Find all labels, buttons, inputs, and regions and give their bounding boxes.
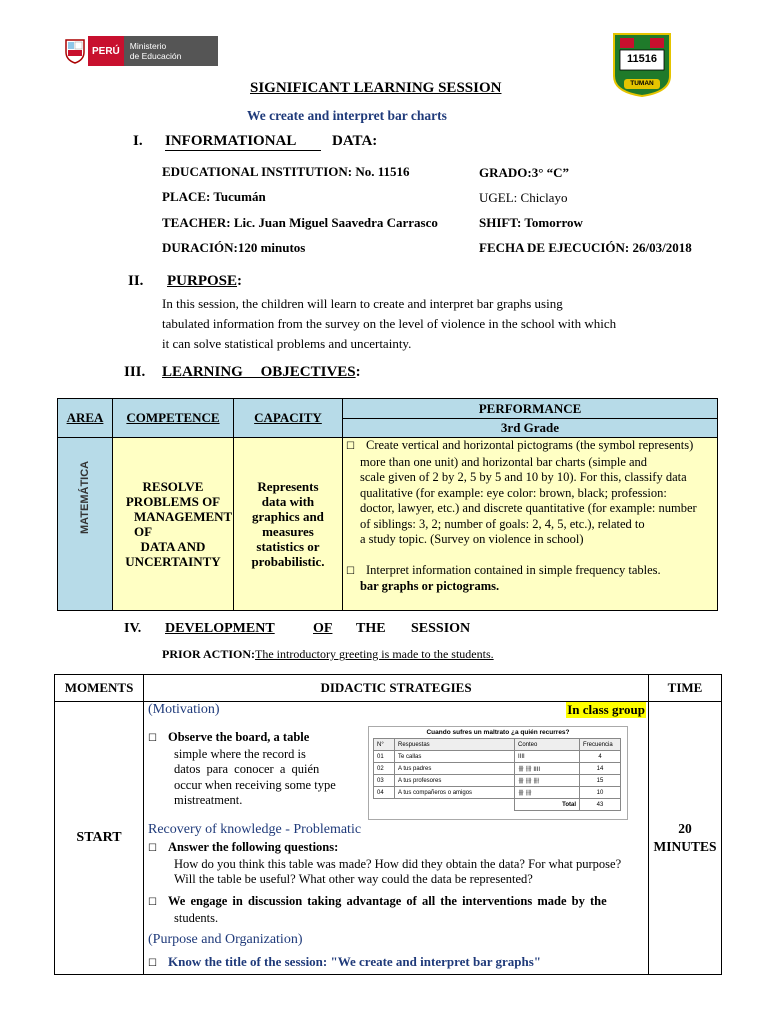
- bullet-icon: ☐: [148, 897, 157, 908]
- header-performance: PERFORMANCE: [342, 399, 717, 419]
- area-label: MATEMÁTICA: [79, 460, 91, 534]
- survey-row: 04 A tus compañeros o amigos 卌 卌 10: [374, 787, 621, 799]
- duration-field: DURACIÓN:120 minutos: [162, 240, 306, 255]
- strategies-cell: [144, 702, 649, 975]
- moment-start: START: [55, 702, 144, 975]
- page-title: SIGNIFICANT LEARNING SESSION: [250, 80, 502, 96]
- area-cell: [58, 438, 113, 611]
- section-4-numeral: IV.: [124, 621, 142, 636]
- survey-row: 03 A tus profesores 卌 卌 卌 15: [374, 775, 621, 787]
- institution-field: EDUCATIONAL INSTITUTION: No. 11516: [162, 164, 410, 179]
- answer-block: ☐ Answer the following questions: How do you think this table was made? How did they obtain the data? For what purpose? Will the table be useful? What other way could the data be represented?: [148, 840, 622, 886]
- date-field: FECHA DE EJECUCIÓN: 26/03/2018: [479, 240, 692, 255]
- ministry-logo: [62, 36, 218, 66]
- know-title-item: ☐ Know the title of the session: "We create and interpret bar graphs": [148, 954, 541, 969]
- page-subtitle: We create and interpret bar charts: [247, 108, 447, 123]
- school-crest-icon: [612, 32, 672, 98]
- survey-col-header: Conteo: [515, 739, 580, 751]
- header-area: AREA: [58, 399, 113, 438]
- teacher-field: TEACHER: Lic. Juan Miguel Saavedra Carrasco: [162, 215, 438, 230]
- bullet-icon: ☐: [148, 733, 157, 744]
- motivation-label: (Motivation): [148, 702, 220, 717]
- survey-col-header: Frecuencia: [580, 739, 621, 751]
- section-4-heading-3: THE: [356, 621, 386, 636]
- header-moments: MOMENTS: [55, 675, 144, 702]
- recovery-label: Recovery of knowledge - Problematic: [148, 822, 362, 837]
- time-cell: 20 MINUTES: [649, 702, 722, 975]
- section-1-heading-b: DATA:: [332, 133, 378, 149]
- bullet-icon: ☐: [148, 843, 157, 854]
- survey-table-title: Cuando sufres un maltrato ¿a quién recurres?: [426, 729, 570, 736]
- purpose-organization-label: (Purpose and Organization): [148, 932, 303, 947]
- survey-total-row: Total 43: [374, 799, 621, 811]
- learning-objectives-table: [57, 398, 718, 611]
- survey-row: 02 A tus padres 卌 卌 IIII 14: [374, 763, 621, 775]
- section-4-heading-4: SESSION: [411, 621, 471, 636]
- survey-table-image: [368, 726, 628, 820]
- place-field: PLACE: Tucumán: [162, 189, 266, 204]
- section-4-heading-1: DEVELOPMENT: [165, 621, 275, 636]
- section-1-numeral: I.: [133, 133, 143, 149]
- grade-field: GRADO:3° “C”: [479, 165, 570, 180]
- observe-block: ☐ Observe the board, a table simple where the record is datos para conocer a quién occur when receiving some type mistreatment.: [148, 730, 336, 807]
- header-grade: 3rd Grade: [342, 419, 717, 438]
- peru-shield-icon: [62, 36, 88, 66]
- bullet-icon: ☐: [345, 565, 355, 577]
- school-city: TUMAN: [630, 80, 654, 87]
- ministry-name: Ministerio de Educación: [124, 36, 218, 66]
- peru-tag: PERÚ: [88, 36, 124, 66]
- purpose-text: In this session, the children will learn to create and interpret bar graphs using tabulated information from the survey on the level of violence in the school with which it can solve statistical problems and uncertainty.: [162, 296, 617, 351]
- survey-table: [373, 738, 621, 811]
- competence-cell: RESOLVE PROBLEMS OF MANAGEMENT OF DATA AND UNCERTAINTY: [113, 438, 234, 611]
- performance-cell: ☐ Create vertical and horizontal pictograms (the symbol represents) more than one unit) and horizontal bar charts (simple and scale given of 2 by 2, 5 by 5 and 10 by 10). For this, classify data qualitative (for example: eye color: brown, black; profession: doctor, lawyer, etc.) and discrete quantitative (for example: number of siblings: 3, 2; number of goals: 2, 4, 5, etc.), related to a study topic. (Survey on violence in school) ☐ Interpret information contained in simple frequency tables. bar graphs or pictograms.: [342, 438, 717, 611]
- bullet-icon: ☐: [148, 958, 157, 969]
- prior-action: PRIOR ACTION:The introductory greeting is made to the students.: [162, 647, 494, 661]
- ugel-field: UGEL: Chiclayo: [479, 190, 568, 205]
- capacity-cell: Represents data with graphics and measures statistics or probabilistic.: [233, 438, 342, 611]
- header-capacity: CAPACITY: [233, 399, 342, 438]
- header-time: TIME: [649, 675, 722, 702]
- survey-row: 01 Te callas IIII 4: [374, 751, 621, 763]
- development-table: [54, 674, 722, 975]
- header-competence: COMPETENCE: [113, 399, 234, 438]
- in-class-group-badge: In class group: [567, 702, 645, 717]
- bullet-icon: ☐: [345, 441, 355, 452]
- section-1-heading: INFORMATIONAL: [165, 133, 321, 151]
- school-number: 11516: [627, 53, 657, 65]
- engage-block: ☐ We engage in discussion taking advantage of all the interventions made by the students.: [148, 894, 607, 925]
- section-4-heading-2: OF: [313, 621, 333, 636]
- survey-col-header: Respuestas: [395, 739, 515, 751]
- section-3-heading: LEARNING OBJECTIVES:: [162, 364, 361, 380]
- header-strategies: DIDACTIC STRATEGIES: [144, 675, 649, 702]
- section-2-numeral: II.: [128, 273, 144, 289]
- shift-field: SHIFT: Tomorrow: [479, 215, 583, 230]
- section-2-heading: PURPOSE:: [167, 273, 243, 289]
- survey-col-header: N°: [374, 739, 395, 751]
- section-3-numeral: III.: [124, 364, 146, 380]
